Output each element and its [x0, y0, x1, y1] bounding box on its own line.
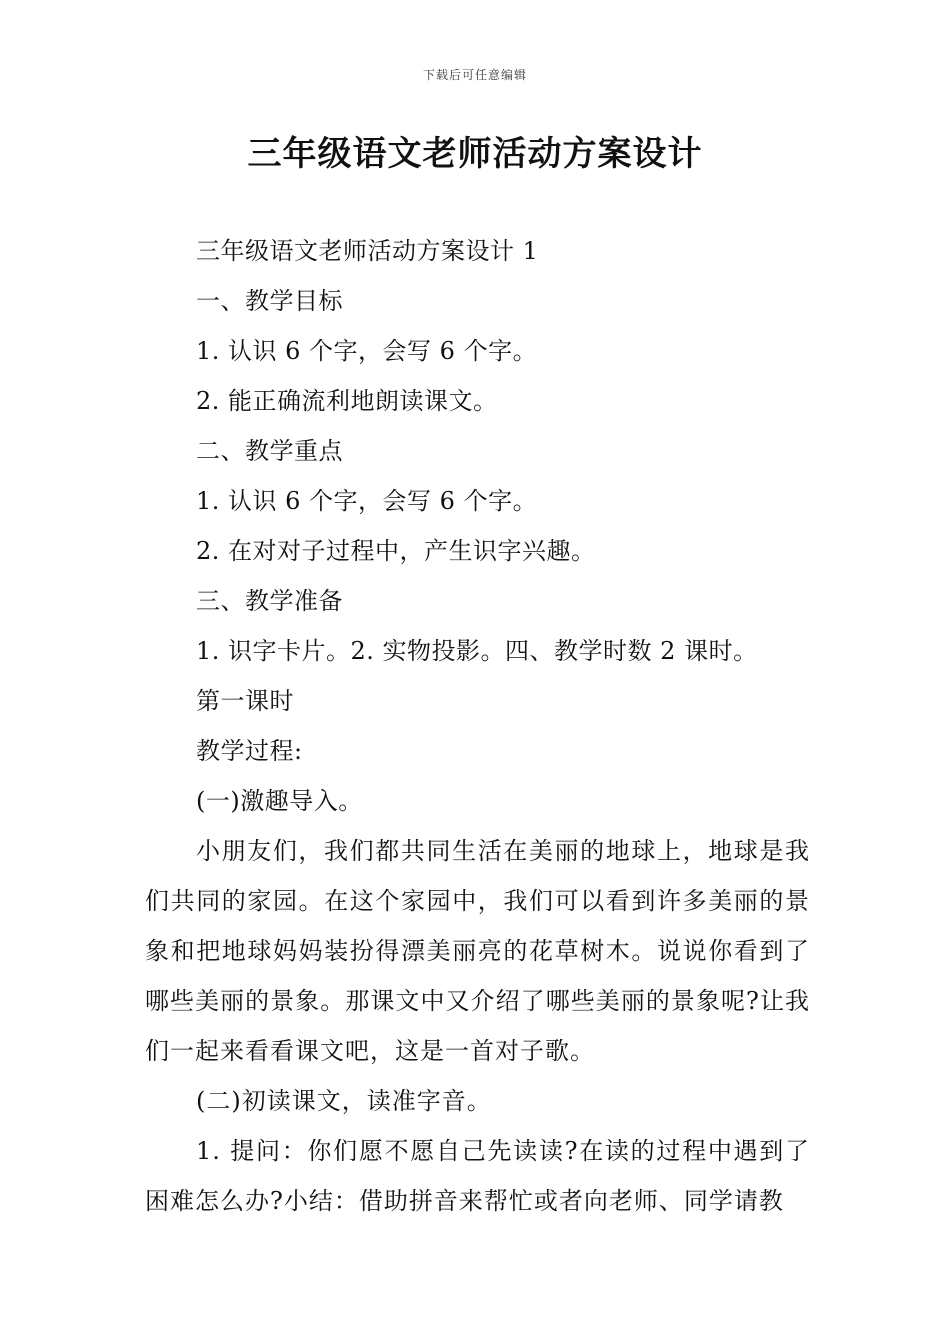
list-item: 1. 识字卡片。2. 实物投影。四、教学时数 2 课时。: [196, 637, 758, 665]
document-title: 三年级语文老师活动方案设计: [247, 134, 703, 174]
paragraph: 1. 提问：你们愿不愿自己先读读?在读的过程中遇到了困难怎么办?小结：借助拼音来帮忙或者向老师、同学请教: [145, 1137, 810, 1215]
paragraph: 小朋友们，我们都共同生活在美丽的地球上，地球是我们共同的家园。在这个家园中，我们可以看到许多美丽的景象和把地球妈妈装扮得漂美丽亮的花草树木。说说你看到了哪些美丽的景象。那课文中又介绍了哪些美丽的景象呢?让我们一起来看看课文吧，这是一首对子歌。: [145, 837, 810, 1065]
section-heading: 第一课时: [196, 687, 294, 715]
header-note: 下载后可任意编辑: [422, 68, 527, 82]
list-item: 2. 能正确流利地朗读课文。: [196, 387, 498, 415]
section-heading: 二、教学重点: [196, 437, 343, 465]
list-item: 1. 认识 6 个字，会写 6 个字。: [196, 487, 538, 515]
section-heading: (一)激趣导入。: [196, 787, 363, 815]
document-body: [145, 226, 810, 1226]
section-heading: 三、教学准备: [196, 587, 343, 615]
paragraph: (二)初读课文，读准字音。: [196, 1087, 492, 1115]
list-item: 1. 认识 6 个字，会写 6 个字。: [196, 337, 538, 365]
section-heading: 一、教学目标: [196, 287, 343, 315]
section-heading: 三年级语文老师活动方案设计 1: [196, 237, 539, 265]
list-item: 2. 在对对子过程中，产生识字兴趣。: [196, 537, 596, 565]
section-heading: 教学过程:: [196, 737, 303, 765]
